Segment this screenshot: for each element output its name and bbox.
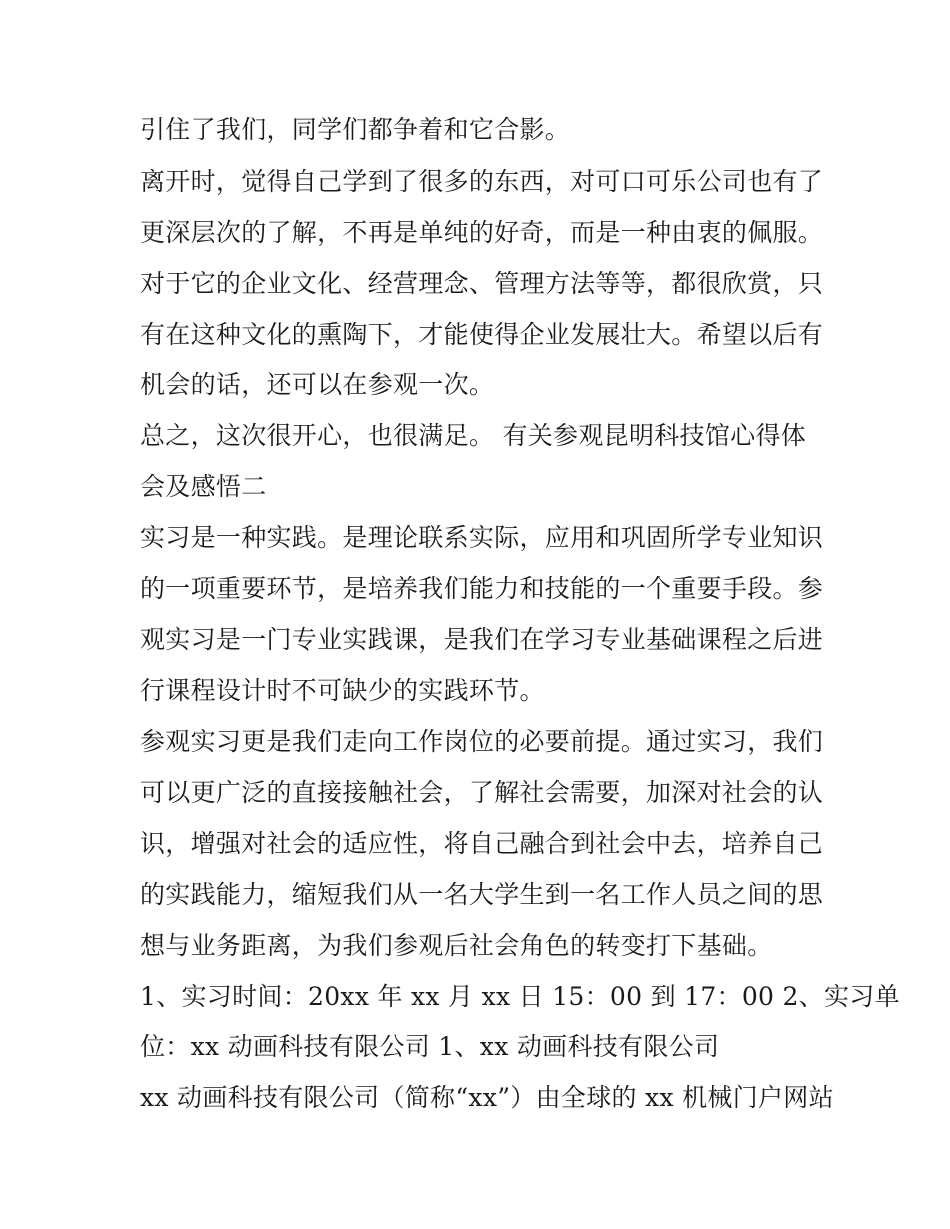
text-line: 观实习是一门专业实践课，是我们在学习专业基础课程之后进: [140, 625, 824, 654]
text-line: 实习是一种实践。是理论联系实际，应用和巩固所学专业知识: [140, 523, 824, 552]
text-line: 行课程设计时不可缺少的实践环节。: [140, 676, 545, 705]
text-line: 位：xx 动画科技有限公司 1、xx 动画科技有限公司: [140, 1032, 720, 1061]
text-line: xx 动画科技有限公司（简称“xx”）由全球的 xx 机械门户网站: [140, 1083, 834, 1112]
text-line: 可以更广泛的直接接触社会，了解社会需要，加深对社会的认: [140, 778, 824, 807]
text-line: 想与业务距离，为我们参观后社会角色的转变打下基础。: [140, 931, 773, 960]
text-line: 有在这种文化的熏陶下，才能使得企业发展壮大。希望以后有: [140, 320, 824, 349]
text-line: 的一项重要环节，是培养我们能力和技能的一个重要手段。参: [140, 574, 824, 603]
text-line: 会及感悟二: [140, 472, 267, 501]
text-line: 总之，这次很开心，也很满足。 有关参观昆明科技馆心得体: [140, 421, 807, 450]
text-line: 更深层次的了解，不再是单纯的好奇，而是一种由衷的佩服。: [140, 218, 824, 247]
text-line: 对于它的企业文化、经营理念、管理方法等等，都很欣赏，只: [140, 269, 824, 298]
text-line: 离开时，觉得自己学到了很多的东西，对可口可乐公司也有了: [140, 167, 824, 196]
text-line: 参观实习更是我们走向工作岗位的必要前提。通过实习，我们: [140, 727, 824, 756]
text-line: 1、实习时间：20xx 年 xx 月 xx 日 15：00 到 17：00 2、实习单: [140, 982, 900, 1011]
text-line: 的实践能力，缩短我们从一名大学生到一名工作人员之间的思: [140, 880, 824, 909]
text-line: 机会的话，还可以在参观一次。: [140, 370, 495, 399]
text-line: 识，增强对社会的适应性，将自己融合到社会中去，培养自己: [140, 829, 824, 858]
text-line: 引住了我们，同学们都争着和它合影。: [140, 115, 571, 144]
